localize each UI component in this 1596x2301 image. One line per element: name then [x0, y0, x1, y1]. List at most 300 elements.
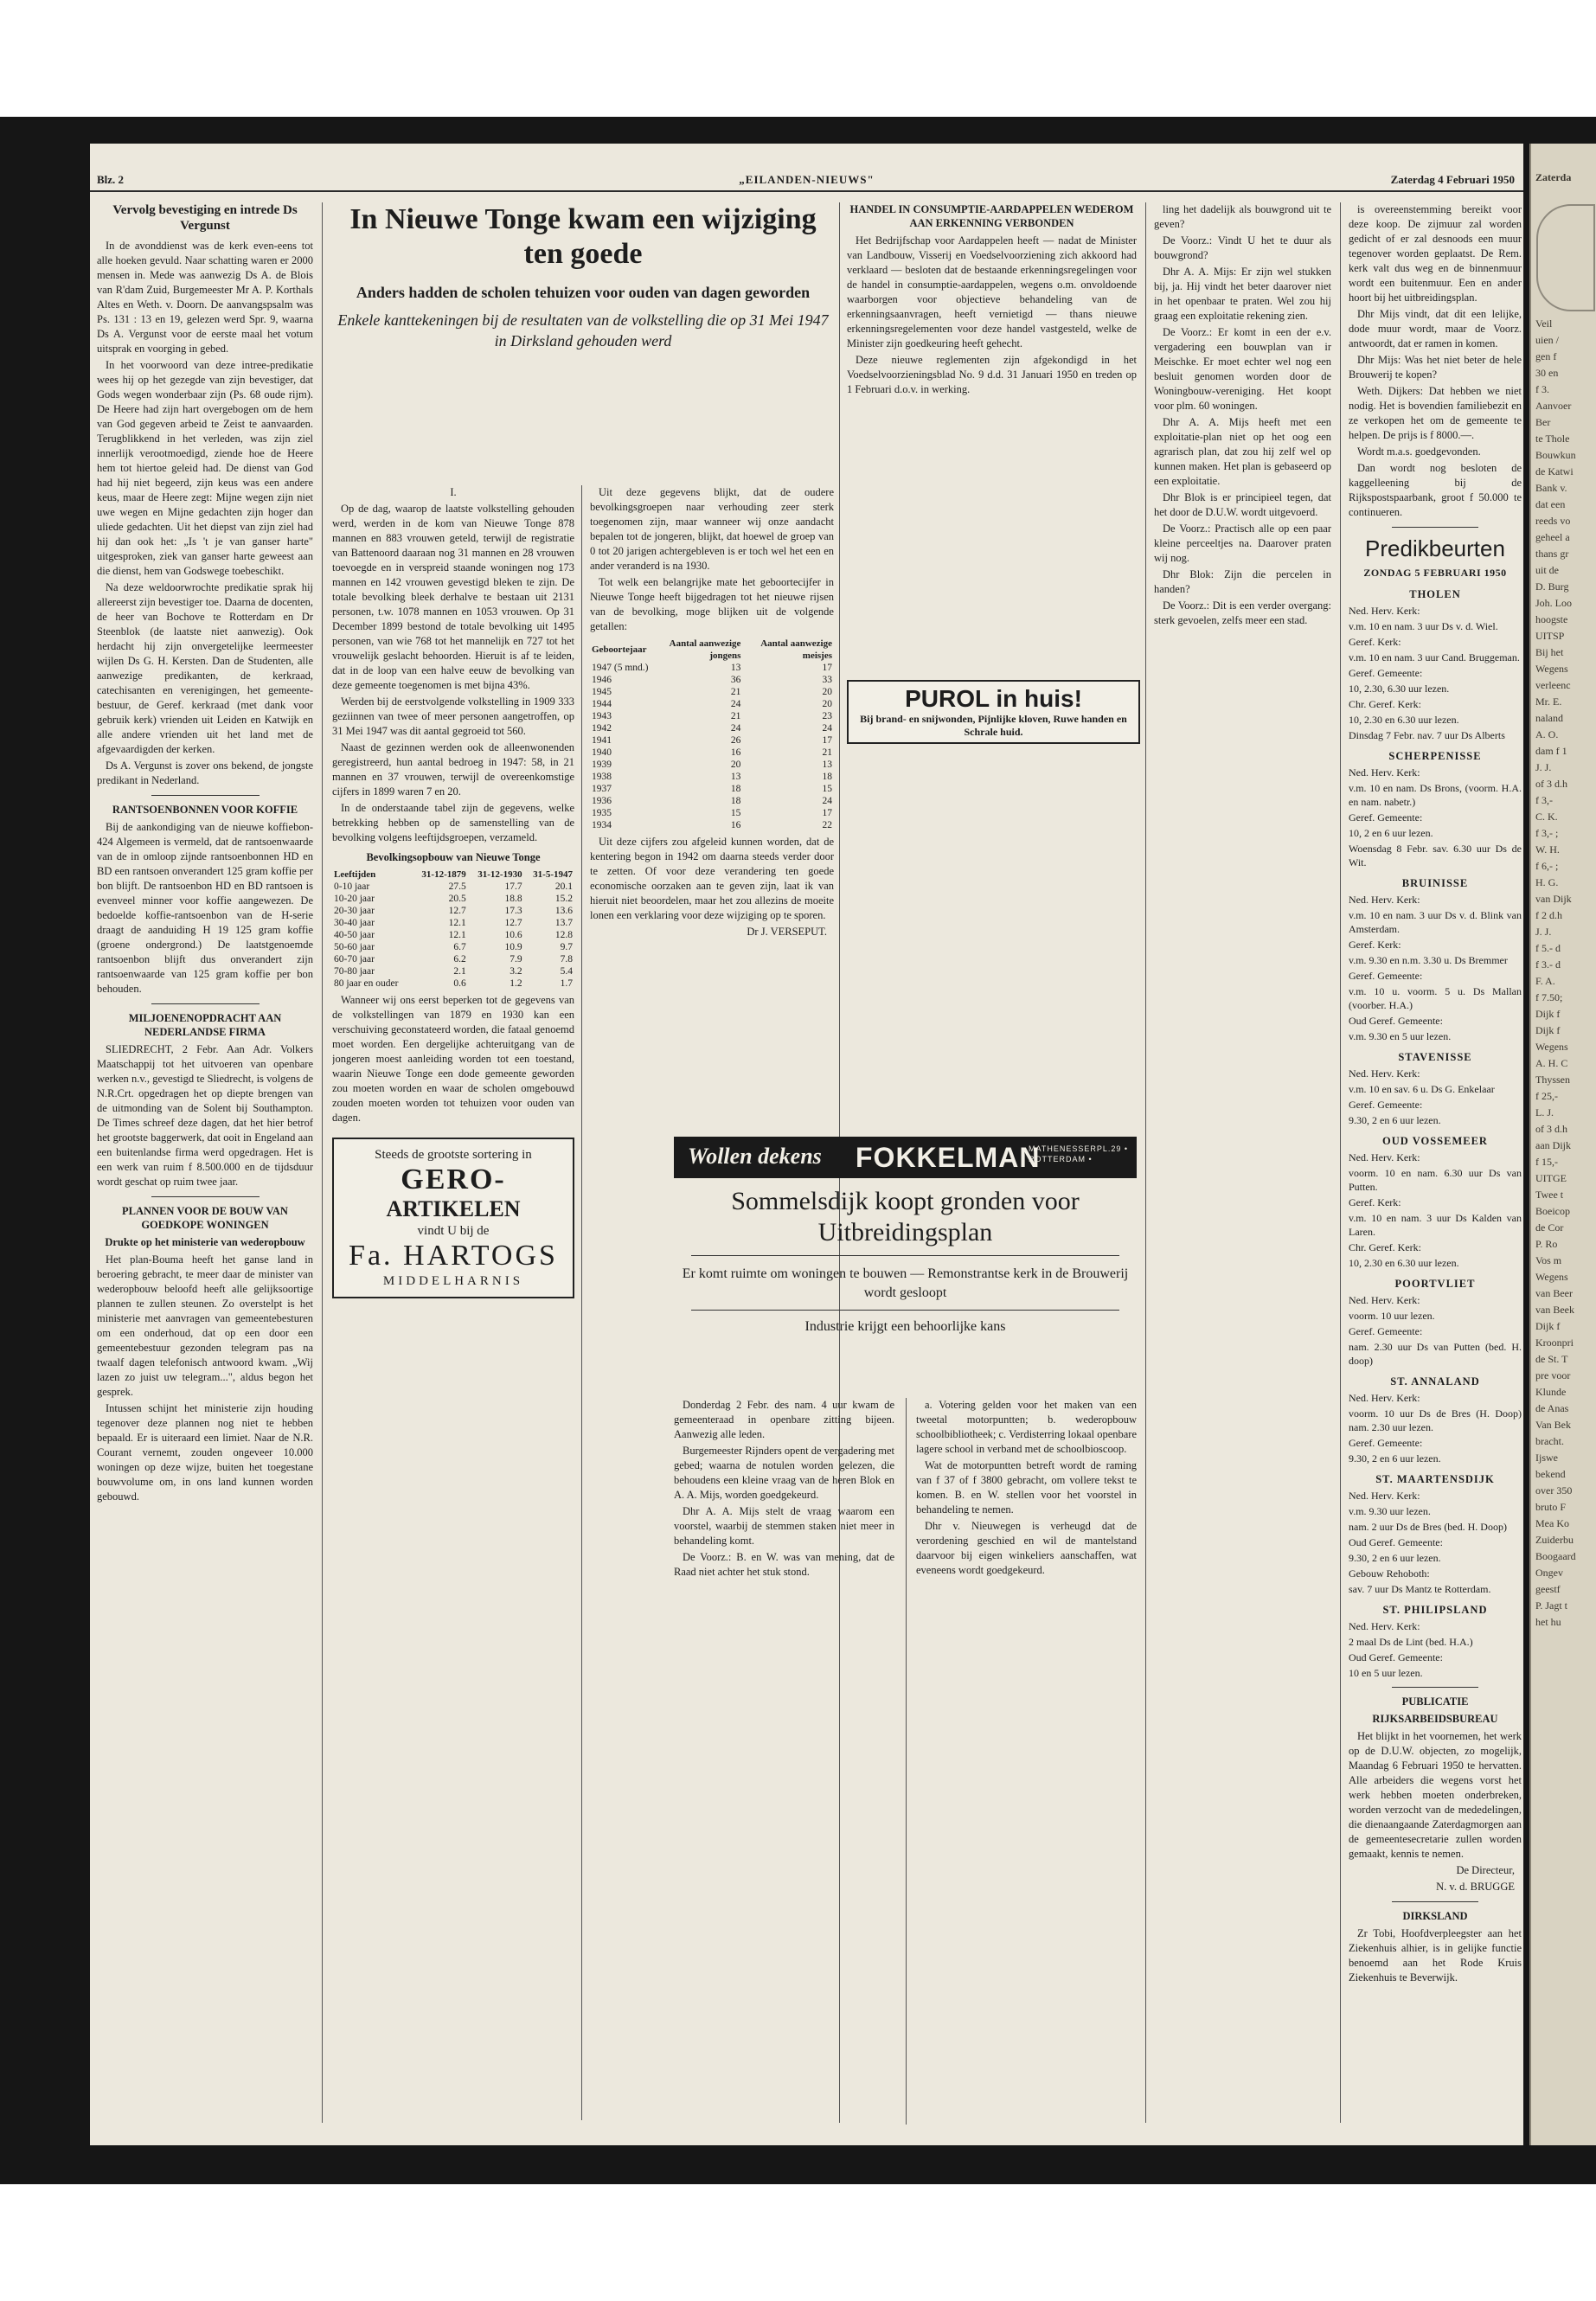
column-rule — [906, 1398, 907, 2125]
service-line: Geref. Gemeente: — [1349, 970, 1423, 982]
table-cell: 1939 — [592, 760, 612, 770]
table-row — [590, 710, 834, 722]
table-cell: 1934 — [592, 820, 612, 830]
masthead — [90, 170, 1523, 192]
table-cell: 17 — [822, 735, 832, 746]
table-cell: 22 — [822, 820, 832, 830]
article-title: RANTSOENBONNEN VOOR KOFFIE — [112, 804, 298, 816]
adjacent-text-fragment: uit de — [1535, 564, 1559, 576]
table-cell: 1946 — [592, 675, 612, 685]
article-paragraph: Het Bedrijfschap voor Aardappelen heeft — nadat de Minister van Landbouw, Visserij en Voedselvoorziening zich akkoord had verklaard — besloten dat de bestaande erkenningsregelingen voor de handel in consumptie-aardappelen, wegens o.m. onvoldoende waarborgen voor objectieve behandeling van de erkenningsaanvragen, heeft vernietigd — thans nieuwe erkenningsregelementen voor deze handel vastgesteld, welke de Minister zijn goedkeuring heeft gehecht. — [847, 234, 1137, 349]
adjacent-text-fragment: f 2 d.h — [1535, 909, 1562, 921]
adjacent-text-fragment: f 3. — [1535, 383, 1549, 395]
article-paragraph: Dhr A. A. Mijs stelt de vraag waarom een voorstel, waarbij de stemmen staken niet meer in behandeling komt. — [674, 1505, 894, 1547]
service-line: v.m. 10 en nam. 3 uur Ds v. d. Blink van Amsterdam. — [1349, 909, 1522, 935]
table-cell: 1936 — [592, 796, 612, 806]
ad-address: MATHENESSERPL.29 • ROTTERDAM • — [1029, 1144, 1129, 1163]
article-title: HANDEL IN CONSUMPTIE-AARDAPPELEN WEDEROM AAN ERKENNING VERBONDEN — [849, 203, 1134, 229]
adjacent-text-fragment: A. H. C — [1535, 1057, 1568, 1069]
article-paragraph: a. Votering gelden voor het maken van een tweetal motorpuntten; b. wederopbouw schoolbibliotheek; c. Verdisterring lokaal openbare lagere school in verband met de schoolbioscoop. — [916, 1399, 1137, 1455]
service-line: Ned. Herv. Kerk: — [1349, 1392, 1420, 1404]
adjacent-text-fragment: P. Jagt t — [1535, 1599, 1568, 1612]
ad-brand: GERO- — [401, 1163, 506, 1195]
sommelsdijk-headline-block — [674, 1186, 1137, 1338]
article-title: PUBLICATIE — [1401, 1695, 1469, 1708]
table-cell: 12.7 — [448, 906, 466, 916]
service-line: v.m. 9.30 en n.m. 3.30 u. Ds Bremmer — [1349, 954, 1508, 966]
adjacent-text-fragment: Boeicop — [1535, 1205, 1570, 1217]
table-row — [590, 771, 834, 783]
article-paragraph: In het voorwoord van deze intree-predikatie wees hij op het gezegde van zijn bevestiger, dat Gods wegen wonderbaar zijn (Ps. 68 oude rijm). De Heere had zijn hart overgebogen om de hem van God gegeven arbeid te Zeist te aanvaarden. Terugblikkend in het verleden, was zijn ziel innerlijk verootmoedigd, ziende hoe de Heere hem tot hiertoe geleid had. De dienst van God had hij niet begeerd, zijn keus was een andere keus, maar de Heere zegt: Mijne wegen zijn niet uwe wegen en Mijne gedachten zijn hoger dan uliede gedachten. Uit het diepst van zijn ziel had hij dan ook het: „Is 't je van ganser harte" uitgesproken, ziek van ganser harte geweest aan die dienst, hem van Godswege toebeschikt. — [97, 359, 313, 577]
adjacent-text-fragment: Van Bek — [1535, 1419, 1571, 1431]
service-line: nam. 2 uur Ds de Bres (bed. H. Doop) — [1349, 1521, 1507, 1533]
table-cell: 30-40 jaar — [334, 918, 375, 928]
adjacent-text-fragment: F. A. — [1535, 975, 1555, 987]
table-cell: 12.1 — [448, 918, 466, 928]
adjacent-text-fragment: hoogste — [1535, 613, 1568, 625]
table-cell: 20 — [822, 687, 832, 697]
adjacent-text-fragment: de Katwi — [1535, 465, 1574, 478]
article-subtitle: RIJKSARBEIDSBUREAU — [1372, 1713, 1498, 1725]
table-cell: 13 — [822, 760, 832, 770]
adjacent-text-fragment: f 25,- — [1535, 1090, 1558, 1102]
table-cell: 1941 — [592, 735, 612, 746]
article-paragraph: Wat de motorpuntten betreft wordt de raming van f 37 of f 3800 gebracht, om vollere tekst te komen. B. en W. stellen voor het voorstel in behandeling te nemen. — [916, 1459, 1137, 1516]
table-cell: 18.8 — [504, 894, 522, 904]
article-paragraph: SLIEDRECHT, 2 Febr. Aan Adr. Volkers Maatschappij tot het uitvoeren van openbare werken n.v., gevestigd te Sliedrecht, is volgens de N.R.Crt. opgedragen het op diepte brengen van de uitmonding van de Solent bij Southampton. De Times schreef deze dagen, dat het hier betrof het grootste baggerwerk, dat ooit in Engeland aan een buitenlandse firma werd opgedragen. Het is een werk van ruim f 8.500.000 en de tijdsduur wordt geschat op ruim twee jaar. — [97, 1043, 313, 1188]
table-cell: 17 — [822, 808, 832, 818]
purol-advertisement — [847, 680, 1140, 744]
article-paragraph: De Voorz.: B. en W. was van mening, dat de Raad niet achter het stuk stond. — [674, 1551, 894, 1578]
table-header-cell: 31-12-1930 — [478, 869, 522, 880]
service-line: sav. 7 uur Ds Mantz te Rotterdam. — [1349, 1583, 1491, 1595]
adjacent-text-fragment: Zuiderbu — [1535, 1534, 1574, 1546]
ad-firm: Fa. HARTOGS — [349, 1240, 558, 1272]
table-cell: 5.4 — [560, 966, 573, 977]
adjacent-text-fragment: verleenc — [1535, 679, 1571, 691]
ad-brand: ARTIKELEN — [386, 1196, 521, 1221]
table-cell: 1945 — [592, 687, 612, 697]
table-row — [590, 698, 834, 710]
table-cell: 1942 — [592, 723, 612, 734]
article-paragraph: Uit deze cijfers zou afgeleid kunnen worden, dat de kentering begon in 1942 om daarna steeds verder door te zetten. Of voor deze verandering ten goede economische oorzaken aan te geven zijn, laat ik van hieruit niet beoordelen, maar het zou allezins de moeite lonen een verklaring voor deze wijziging op te sporen. — [590, 836, 834, 921]
adjacent-text-fragment: Aanvoer — [1535, 400, 1572, 412]
town-name: ST. PHILIPSLAND — [1382, 1604, 1488, 1616]
adjacent-text-fragment: Ijswe — [1535, 1452, 1558, 1464]
article-paragraph: De Voorz.: Dit is een verder overgang: sterk gevoelen, zelfs meer een stad. — [1154, 599, 1331, 626]
adjacent-text-fragment: Dijk f — [1535, 1008, 1561, 1020]
table-row — [590, 819, 834, 831]
table-row — [332, 977, 574, 990]
article-paragraph: Dan wordt nog besloten de kaggelleening bij de Rijkspostspaarbank, groot f 50.000 te continueren. — [1349, 462, 1522, 518]
adjacent-page-edge — [1529, 144, 1596, 2145]
adjacent-text-fragment: pre voor — [1535, 1369, 1571, 1381]
divider — [691, 1255, 1119, 1256]
article-paragraph: is overeenstemming bereikt voor deze koop. De zijmuur zal worden gedicht of er zal desnoods een muur tegenover worden geplaatst. De Rem. kerk valt dus weg en de binnenmuur wordt een buitenmuur. Een en ander hoort bij het uitbreidingsplan. — [1349, 203, 1522, 304]
adjacent-text-fragment: Klunde — [1535, 1386, 1567, 1398]
table-row — [590, 734, 834, 747]
service-line: Geref. Kerk: — [1349, 939, 1401, 951]
table-row — [590, 686, 834, 698]
town-name: SCHERPENISSE — [1388, 750, 1482, 762]
table-cell: 15.2 — [554, 894, 573, 904]
service-line: Oud Geref. Gemeente: — [1349, 1536, 1443, 1548]
ad-text: Bij brand- en snijwonden, Pijnlijke kloven, Ruwe handen en Schrale huid. — [860, 713, 1127, 738]
service-line: Ned. Herv. Kerk: — [1349, 1067, 1420, 1080]
adjacent-text-fragment: bekend — [1535, 1468, 1566, 1480]
town-name: POORTVLIET — [1394, 1278, 1476, 1290]
table-cell: 15 — [730, 808, 741, 818]
service-line: nam. 2.30 uur Ds van Putten (bed. H. doop) — [1349, 1341, 1522, 1367]
adjacent-text-fragment: Ber — [1535, 416, 1551, 428]
table-cell: 10.9 — [504, 942, 522, 952]
adjacent-text-fragment: dat een — [1535, 498, 1566, 510]
adjacent-text-fragment: reeds vo — [1535, 515, 1571, 527]
population-table — [332, 868, 574, 990]
adjacent-text-fragment: te Thole — [1535, 433, 1570, 445]
table-cell: 7.9 — [510, 954, 522, 965]
service-line: 10 en 5 uur lezen. — [1349, 1667, 1423, 1679]
article-paragraph: Werden bij de eerstvolgende volkstelling in 1909 333 geziinnen van twee of meer personen aangetroffen, op 31 Mei 1947 was dit aantal gegroeid tot 560. — [332, 695, 574, 737]
adjacent-text-fragment: het hu — [1535, 1616, 1561, 1628]
table-cell: 1937 — [592, 784, 612, 794]
adjacent-text-fragment: Wegens — [1535, 1271, 1568, 1283]
ad-brand: PUROL in huis! — [905, 685, 1082, 712]
town-name: OUD VOSSEMEER — [1382, 1135, 1488, 1147]
article-paragraph: Na deze weldoorwrochte predikatie sprak hij allereerst zijn bevestiger toe. Daarna de docenten, de heer van Bochove te Rotterdam en Dr Steenblok (de laatste niet aanwezig). Ook herdacht hij zijn onvergetelijke leermeester wijlen Ds G. H. Kersten. Dan de Studenten, alle aanwezige predikanten, de kerkraad, catechisanten en verenigingen, het gemeente-bestuur, de Geref. kerkraad (met dank voor gebruik kerk) vrienden uit Leiden en Katwijk en alle andere vrienden uit het land met de afgevaardigden der kerken. — [97, 581, 313, 755]
column-4 — [847, 202, 1137, 670]
newspaper-page — [90, 144, 1523, 2145]
adjacent-text-fragment: of 3 d.h — [1535, 778, 1567, 790]
service-line: Chr. Geref. Kerk: — [1349, 698, 1421, 710]
article-paragraph: Dhr Blok: Zijn die percelen in handen? — [1154, 568, 1331, 595]
article-paragraph: In de onderstaande tabel zijn de gegevens, welke betrekking hebben op de samenstelling van de bevolking volgens leeftijdsgroepen, verzameld. — [332, 802, 574, 843]
service-line: v.m. 10 en nam. Ds Brons, (voorm. H.A. en nam. nabetr.) — [1349, 782, 1522, 808]
adjacent-text-fragment: UITGE — [1535, 1172, 1567, 1184]
table-cell: 13.7 — [554, 918, 573, 928]
column-rule — [1145, 202, 1146, 2123]
service-line: 9.30, 2 en 6 uur lezen. — [1349, 1452, 1441, 1465]
adjacent-text-fragment: dam f 1 — [1535, 745, 1567, 757]
table-cell: 36 — [730, 675, 741, 685]
adjacent-text-fragment: C. K. — [1535, 811, 1558, 823]
town-name: ST. MAARTENSDIJK — [1375, 1473, 1495, 1485]
adjacent-text-fragment: W. H. — [1535, 843, 1560, 856]
table-row — [332, 917, 574, 929]
table-cell: 1947 (5 mnd.) — [592, 663, 649, 673]
service-line: v.m. 9.30 uur lezen. — [1349, 1505, 1431, 1517]
service-line: v.m. 10 en nam. 3 uur Ds v. d. Wiel. — [1349, 620, 1498, 632]
article-paragraph: Dhr A. A. Mijs heeft met een exploitatie-plan niet op het oog een agrarisch plan, dat zou hij zelf wel op kunnen maken. Het plan is gebaseerd op een exploitatie. — [1154, 416, 1331, 487]
article-title: DIRKSLAND — [1402, 1910, 1468, 1922]
table-cell: 50-60 jaar — [334, 942, 375, 952]
adjacent-text-fragment: J. J. — [1535, 926, 1552, 938]
service-line: v.m. 10 en sav. 6 u. Ds G. Enkelaar — [1349, 1083, 1495, 1095]
table-cell: 13.6 — [554, 906, 573, 916]
article-paragraph: Ds A. Vergunst is zover ons bekend, de jongste predikant in Nederland. — [97, 760, 313, 786]
service-line: Geref. Kerk: — [1349, 1196, 1401, 1208]
adjacent-text-fragment: H. G. — [1535, 876, 1559, 888]
article-paragraph: Het blijkt in het voornemen, het werk op de D.U.W. objecten, zo mogelijk, Maandag 6 Februari 1950 te hervatten. Alle arbeiders die wegens vorst het werk hebben moeten onderbreken, worden verzocht van de mededelingen, die dienaangaande Zaterdagmorgen aan de gemeentesecretarie zullen worden gemaakt, kennis te nemen. — [1349, 1730, 1522, 1860]
table-row — [332, 905, 574, 917]
table-row — [590, 759, 834, 771]
ad-text: Steeds de grootste sortering in — [375, 1148, 532, 1162]
table-cell: 6.2 — [453, 954, 466, 965]
service-line: Ned. Herv. Kerk: — [1349, 1151, 1420, 1163]
table-cell: 1.7 — [560, 978, 573, 989]
divider — [1392, 1687, 1478, 1688]
article-subheadline: Er komt ruimte om woningen te bouwen — Remonstrantse kerk in de Brouwerij wordt gesloopt — [682, 1266, 1129, 1300]
article-paragraph: Deze nieuwe reglementen zijn afgekondigd in het Voedselvoorzieningsblad No. 9 d.d. 31 Januari 1950 en treden op 1 Februari d.o.v. in werking. — [847, 354, 1137, 395]
table-cell: 1938 — [592, 772, 612, 782]
table-row — [590, 807, 834, 819]
article-paragraph: De Voorz.: Practisch alle op een paar kleine perceeltjes na. Daarover praten wij nog. — [1154, 522, 1331, 564]
table-cell: 7.8 — [560, 954, 573, 965]
adjacent-text-fragment: f 7.50; — [1535, 991, 1563, 1003]
table-cell: 0-10 jaar — [334, 881, 370, 892]
adjacent-text-fragment: f 15,- — [1535, 1156, 1558, 1168]
adjacent-text-fragment: geestf — [1535, 1583, 1561, 1595]
article-paragraph: Zr Tobi, Hoofdverpleegster aan het Ziekenhuis alhier, is in gelijke functie benoemd aan het Rode Kruis Ziekenhuis te Beverwijk. — [1349, 1927, 1522, 1984]
adjacent-text-fragment: thans gr — [1535, 548, 1569, 560]
adjacent-text-fragment: over 350 — [1535, 1484, 1573, 1497]
table-cell: 16 — [730, 820, 741, 830]
signoff: De Directeur, — [1456, 1864, 1515, 1876]
adjacent-text-fragment: f 6,- ; — [1535, 860, 1559, 872]
table-cell: 12.1 — [448, 930, 466, 940]
article-subheadline: Industrie krijgt een behoorlijke kans — [804, 1319, 1006, 1334]
author-signoff: Dr J. VERSEPUT. — [747, 926, 827, 938]
article-paragraph: Op de dag, waarop de laatste volkstelling gehouden werd, werden in de kom van Nieuwe Tonge 878 mannen en 883 vrouwen geteld, terwijl de registratie van Battenoord daaraan nog 31 mannen en 28 vrouwen toevoegde en in verspreid staande woningen nog 173 mannen en 142 vrouwen gevestigd bleken te zijn. De totale bevolking bleek derhalve te bestaan uit 2131 personen, t.w. 1078 mannen en 1053 vrouwen. Op 31 December 1899 bestond de totale bevolking uit 1495 personen, van wie 768 tot het mannelijk en 727 tot het vrouwelijk geslacht behoorden. Hieruit is af te leiden, dat in de loop van een halve eeuw de bevolking van deze gemeente toegenomen is met bijna 43%. — [332, 503, 574, 691]
table-cell: 20 — [730, 760, 741, 770]
table-cell: 33 — [822, 675, 832, 685]
article-paragraph: Wanneer wij ons eerst beperken tot de gegevens van de volkstellingen van 1879 en 1930 kan een verschuiving geconstateerd worden, die fataal genoemd moet worden. Een dergelijke achteruitgang van de jongeren moest aanleiding worden tot een toestand, waarin Nieuwe Tonge een dode gemeente geworden zou moeten worden en waar de scholen omgebouwd zouden moeten worden tot tehuizen voor ouden van dagen. — [332, 994, 574, 1124]
column-6 — [1349, 202, 1522, 2131]
fokkelman-advertisement — [674, 1137, 1137, 1178]
main-subheadline: Anders hadden de scholen tehuizen voor ouden van dagen geworden — [356, 284, 811, 301]
article-title: Vervolg bevestiging en intrede Ds Vergunst — [112, 203, 298, 233]
article-paragraph: Uit deze gegevens blijkt, dat de oudere bevolkingsgroepen naar verhouding zeer sterk toegenomen zijn, maar wanneer wij onze aandacht bepalen tot de jongeren, blijkt, dat hoewel de groep van 0 tot 20 jarigen achtergebleven is er toch wel het een en ander veranderd is na 1930. — [590, 486, 834, 572]
service-line: v.m. 10 u. voorm. 5 u. Ds Mallan (voorber. H.A.) — [1349, 985, 1522, 1011]
table-header-cell: 31-12-1879 — [421, 869, 466, 880]
service-line: Geref. Gemeente: — [1349, 1099, 1423, 1111]
table-cell: 27.5 — [448, 881, 466, 892]
adjacent-page-text — [1531, 316, 1596, 1631]
table-cell: 24 — [730, 699, 741, 709]
birth-year-table — [590, 638, 834, 831]
table-cell: 18 — [730, 796, 741, 806]
adjacent-text-fragment: Vos m — [1535, 1254, 1562, 1266]
adjacent-text-fragment: de St. T — [1535, 1353, 1568, 1365]
service-line: 10, 2.30, 6.30 uur lezen. — [1349, 683, 1450, 695]
adjacent-text-fragment: Kroonpri — [1535, 1336, 1574, 1349]
service-line: Ned. Herv. Kerk: — [1349, 894, 1420, 906]
table-cell: 16 — [730, 747, 741, 758]
adjacent-text-fragment: f 3.- d — [1535, 958, 1561, 971]
service-line: voorm. 10 uur Ds de Bres (H. Doop) nam. 2.30 uur lezen. — [1349, 1407, 1522, 1433]
gero-advertisement — [332, 1138, 574, 1298]
table-cell: 1.2 — [510, 978, 522, 989]
article-paragraph: Donderdag 2 Febr. des nam. 4 uur kwam de gemeenteraad in openbare zitting bijeen. Aanwezig alle leden. — [674, 1399, 894, 1440]
archive-stamp — [1536, 204, 1595, 311]
adjacent-text-fragment: bruto F — [1535, 1501, 1567, 1513]
table-cell: 12.7 — [504, 918, 522, 928]
table-cell: 60-70 jaar — [334, 954, 375, 965]
adjacent-text-fragment: 30 en — [1535, 367, 1559, 379]
column-2 — [332, 485, 574, 2129]
article-paragraph: De Voorz.: Er komt in een der e.v. vergadering een bouwplan van ir Meischke. Er moet echter wel nog een besluit genomen worden door de Woningbouw-vereniging. Het koopt voor plm. 60 woningen. — [1154, 326, 1331, 412]
adjacent-text-fragment: van Dijk — [1535, 893, 1572, 905]
adjacent-text-fragment: bracht. — [1535, 1435, 1564, 1447]
adjacent-text-fragment: Bank v. — [1535, 482, 1567, 494]
ad-place: MIDDELHARNIS — [382, 1274, 524, 1288]
table-row — [332, 941, 574, 953]
table-cell: 20-30 jaar — [334, 906, 375, 916]
column-1 — [97, 202, 313, 2131]
table-title: Bevolkingsopbouw van Nieuwe Tonge — [366, 851, 541, 863]
adjacent-text-fragment: van Beer — [1535, 1287, 1573, 1299]
section-title: Predikbeurten — [1365, 535, 1505, 561]
column-5 — [1154, 202, 1331, 2131]
article-paragraph: Dhr A. A. Mijs: Er zijn wel stukken bij, ja. Hij vindt het beter daarover niet in het openbaar te praten. Wel zou hij graag een exploitatie rekening zien. — [1154, 266, 1331, 322]
article-paragraph: ling het dadelijk als bouwgrond uit te geven? — [1154, 203, 1331, 230]
table-cell: 6.7 — [453, 942, 466, 952]
service-line: Ned. Herv. Kerk: — [1349, 1294, 1420, 1306]
service-line: 9.30, 2 en 6 uur lezen. — [1349, 1114, 1441, 1126]
table-row — [332, 965, 574, 977]
service-line: Ned. Herv. Kerk: — [1349, 766, 1420, 779]
table-cell: 15 — [822, 784, 832, 794]
adjacent-text-fragment: Ongev — [1535, 1567, 1563, 1579]
table-cell: 24 — [822, 796, 832, 806]
service-line: 10, 2.30 en 6.30 uur lezen. — [1349, 1257, 1459, 1269]
article-title: PLANNEN VOOR DE BOUW VAN GOEDKOPE WONINGEN — [122, 1205, 288, 1231]
table-cell: 18 — [822, 772, 832, 782]
table-row — [590, 662, 834, 674]
divider — [151, 1003, 260, 1004]
service-line: Ned. Herv. Kerk: — [1349, 605, 1420, 617]
adjacent-text-fragment: D. Burg — [1535, 580, 1569, 593]
ad-text: vindt U bij de — [417, 1224, 490, 1238]
article-paragraph: Dhr Mijs vindt, dat dit een lelijke, dode muur wordt, maar de Voorz. antwoordt, dat er ramen in komen. — [1349, 308, 1522, 349]
adjacent-text-fragment: f 5.- d — [1535, 942, 1561, 954]
table-cell: 12.8 — [554, 930, 573, 940]
adjacent-text-fragment: Thyssen — [1535, 1074, 1570, 1086]
table-row — [590, 795, 834, 807]
adjacent-text-fragment: Boogaard — [1535, 1550, 1576, 1562]
table-cell: 1935 — [592, 808, 612, 818]
adjacent-text-fragment: geheel a — [1535, 531, 1570, 543]
article-paragraph: Dhr Blok is er principieel tegen, dat het door de D.U.W. wordt uitgevoerd. — [1154, 491, 1331, 518]
table-row — [332, 929, 574, 941]
column-rule — [581, 485, 582, 2120]
church-services-list — [1349, 587, 1522, 1680]
town-name: THOLEN — [1409, 588, 1461, 600]
main-headline: In Nieuwe Tonge kwam een wijziging ten goede — [349, 203, 817, 270]
table-cell: 0.6 — [453, 978, 466, 989]
divider — [1392, 1901, 1478, 1902]
main-headline-block — [332, 202, 834, 358]
article-paragraph: Naast de gezinnen werden ook de alleenwonenden geregistreerd, hun aantal bedroeg in 1947: 58, in 21 mannen en 37 vrouwen, terwijl de overeenkomstige cijfers in 1899 waren 7 en 20. — [332, 741, 574, 798]
adjacent-text-fragment: L. J. — [1535, 1106, 1554, 1118]
table-cell: 18 — [730, 784, 741, 794]
table-row — [332, 881, 574, 893]
service-line: Geref. Gemeente: — [1349, 667, 1423, 679]
adjacent-text-fragment: de Anas — [1535, 1402, 1569, 1414]
divider — [1392, 527, 1478, 528]
section-number: I. — [450, 486, 457, 498]
article-paragraph: In de avonddienst was de kerk even-eens tot alle hoeken gevuld. Naar schatting waren er 2000 mensen in. Mede was aanwezig Ds A. de Blois van R'dam Zuid, Burgemeester Mr A. P. Korthals Altes en Weth. v. Doorn. De aanvangspsalm was Ps. 131 : 13 en 19, gelezen werd Spr. 9, waarna Ds A. Vergunst voor de eerste maal het votum uitsprak en voorging in gebed. — [97, 240, 313, 355]
article-paragraph: Intussen schijnt het ministerie zijn houding tegenover deze plannen nog niet te hebben bepaald. Er is uiteraard een limiet. Naar de N.R. Courant vernemt, zouden ongeveer 10.000 woningen op deze wijze, buiten het toegestane bouwvolume om, in ons land kunnen worden gebouwd. — [97, 1402, 313, 1503]
service-line: Geref. Gemeente: — [1349, 1325, 1423, 1337]
adjacent-text-fragment: Mr. E. — [1535, 695, 1562, 708]
adjacent-text-fragment: Mea Ko — [1535, 1517, 1569, 1529]
service-line: Oud Geref. Gemeente: — [1349, 1651, 1443, 1663]
table-cell: 80 jaar en ouder — [334, 978, 399, 989]
table-cell: 26 — [730, 735, 741, 746]
service-line: Geref. Gemeente: — [1349, 811, 1423, 824]
article-paragraph: De Voorz.: Vindt U het te duur als bouwgrond? — [1154, 234, 1331, 261]
section-date: ZONDAG 5 FEBRUARI 1950 — [1363, 567, 1507, 579]
table-cell: 17 — [822, 663, 832, 673]
table-cell: 40-50 jaar — [334, 930, 375, 940]
table-header-cell: Aantal aanwezige jongens — [669, 638, 741, 661]
column-3-lower — [674, 1398, 894, 2133]
service-line: 10, 2 en 6 uur lezen. — [1349, 827, 1433, 839]
table-cell: 1944 — [592, 699, 612, 709]
table-header-cell: 31-5-1947 — [533, 869, 573, 880]
paper-name: „EILANDEN-NIEUWS" — [739, 173, 875, 186]
service-line: Chr. Geref. Kerk: — [1349, 1241, 1421, 1253]
adjacent-text-fragment: Wegens — [1535, 663, 1568, 675]
table-cell: 70-80 jaar — [334, 966, 375, 977]
adjacent-text-fragment: Bij het — [1535, 646, 1564, 658]
town-name: STAVENISSE — [1398, 1051, 1472, 1063]
divider — [691, 1310, 1119, 1311]
table-cell: 21 — [730, 687, 741, 697]
table-cell: 20 — [822, 699, 832, 709]
adjacent-text-fragment: van Beek — [1535, 1304, 1574, 1316]
page-number: Blz. 2 — [97, 173, 125, 186]
article-subtitle: Drukte op het ministerie van wederopbouw — [105, 1236, 305, 1248]
article-title: MILJOENENOPDRACHT AAN NEDERLANDSE FIRMA — [128, 1012, 282, 1038]
adjacent-text-fragment: Dijk f — [1535, 1024, 1561, 1036]
article-paragraph: Tot welk een belangrijke mate het geboortecijfer in Nieuwe Tonge heeft bijgedragen tot het nieuwe rijsen van de bevolking, moge blijken uit de volgende getallen: — [590, 576, 834, 632]
service-line: Dinsdag 7 Febr. nav. 7 uur Ds Alberts — [1349, 729, 1505, 741]
service-line: v.m. 10 en nam. 3 uur Ds Kalden van Laren. — [1349, 1212, 1522, 1238]
ad-script: Wollen dekens — [688, 1144, 822, 1169]
service-line: Ned. Herv. Kerk: — [1349, 1620, 1420, 1632]
table-cell: 13 — [730, 663, 741, 673]
adjacent-text-fragment: naland — [1535, 712, 1563, 724]
service-line: Woensdag 8 Febr. sav. 6.30 uur Ds de Wit. — [1349, 843, 1522, 868]
table-cell: 10-20 jaar — [334, 894, 375, 904]
article-paragraph: Dhr v. Nieuwegen is verheugd dat de verordening geschied en wil de mantelstand daarvoor bij eigen winkeliers aanschaffen, wat eveneens wordt goedgekeurd. — [916, 1520, 1137, 1576]
table-header-cell: Leeftijden — [334, 869, 376, 880]
table-row — [332, 953, 574, 965]
table-header-cell: Aantal aanwezige meisjes — [760, 638, 832, 661]
main-kicker: Enkele kanttekeningen bij de resultaten van de volkstelling die op 31 Mei 1947 in Dirksland gehouden werd — [337, 311, 829, 349]
service-line: 10, 2.30 en 6.30 uur lezen. — [1349, 714, 1459, 726]
divider — [151, 1196, 260, 1197]
adjacent-text-fragment: of 3 d.h — [1535, 1123, 1567, 1135]
adjacent-text-fragment: Twee t — [1535, 1189, 1564, 1201]
adjacent-text-fragment: de Cor — [1535, 1221, 1564, 1234]
service-line: Oud Geref. Gemeente: — [1349, 1015, 1443, 1027]
service-line: voorm. 10 en nam. 6.30 uur Ds van Putten. — [1349, 1167, 1522, 1193]
table-row — [332, 893, 574, 905]
table-cell: 17.7 — [504, 881, 522, 892]
